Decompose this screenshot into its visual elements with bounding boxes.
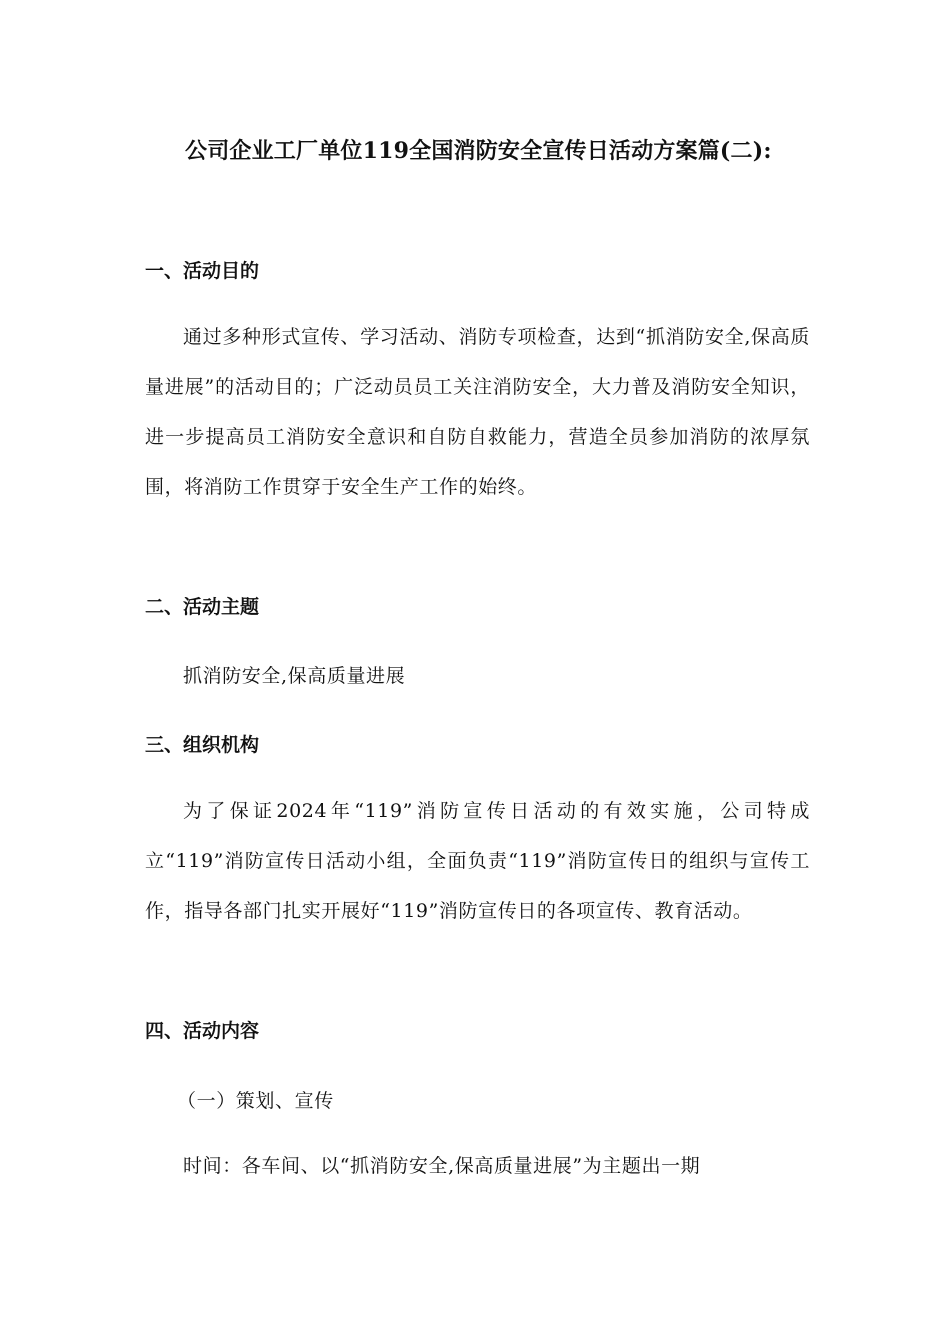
section-heading-theme: 二、活动主题 [145, 596, 260, 618]
section-subheading-planning: （一）策划、宣传 [177, 1090, 334, 1112]
section-paragraph-organization: 为了保证2024年“119”消防宣传日活动的有效实施，公司特成立“119”消防宣传日活动小组，全面负责“119”消防宣传日的组织与宣传工作，指导各部门扎实开展好“119”消防宣传日的各项宣传、教育活动。 [145, 800, 810, 922]
section-paragraph-theme: 抓消防安全,保高质量进展 [183, 665, 406, 687]
document-title: 公司企业工厂单位119全国消防安全宣传日活动方案篇(二): [185, 138, 772, 164]
section-heading-organization: 三、组织机构 [145, 734, 260, 756]
section-paragraph-content: 时间：各车间、以“抓消防安全,保高质量进展”为主题出一期 [183, 1155, 701, 1177]
section-paragraph-purpose: 通过多种形式宣传、学习活动、消防专项检查，达到“抓消防安全,保高质量进展”的活动目的；广泛动员员工关注消防安全，大力普及消防安全知识，进一步提高员工消防安全意识和自防自救能力，营造全员参加消防的浓厚氛围，将消防工作贯穿于安全生产工作的始终。 [145, 326, 810, 498]
section-heading-content: 四、活动内容 [145, 1020, 260, 1042]
section-heading-purpose: 一、活动目的 [145, 260, 260, 282]
